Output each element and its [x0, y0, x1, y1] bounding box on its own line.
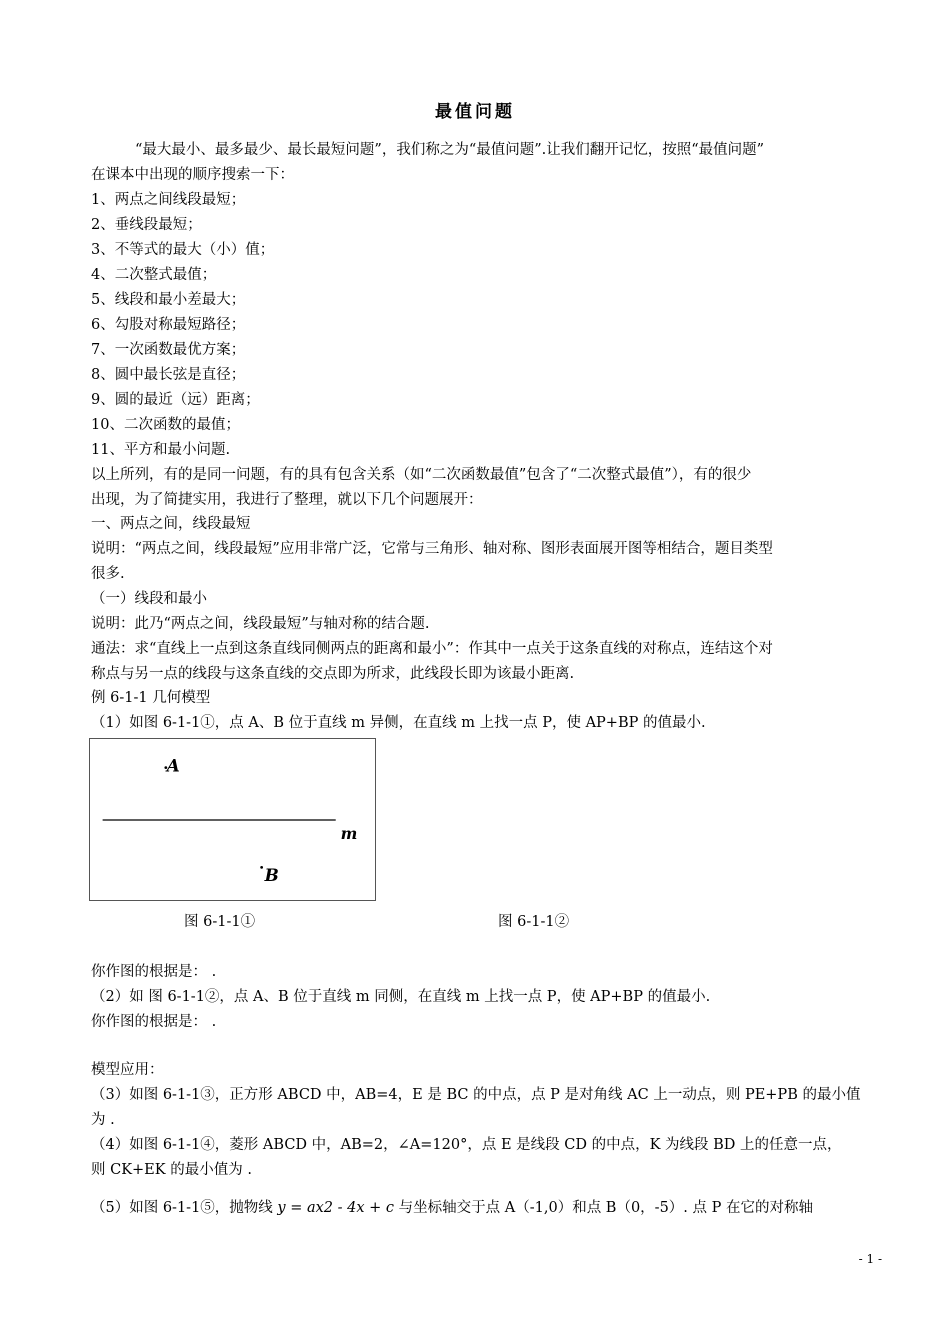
caption-figure-2: 图 6-1-1② [498, 914, 570, 930]
list-item: 2、垂线段最短； [91, 217, 202, 233]
basis-line-1: 你作图的根据是： . [91, 964, 217, 980]
model-heading: 模型应用： [91, 1062, 164, 1078]
point-a-label: A [166, 755, 180, 776]
summary-line-1: 以上所列，有的是同一问题，有的具有包含关系（如“二次函数最值”包含了“二次整式最值”），有的很少 [91, 467, 752, 483]
example-heading: 例 6-1-1 几何模型 [91, 690, 211, 706]
question-5-suffix: 与坐标轴交于点 A（-1,0）和点 B（0，-5）. 点 P 在它的对称轴 [394, 1200, 814, 1216]
question-4-line-2: 则 CK+EK 的最小值为 . [91, 1162, 252, 1178]
question-5 [91, 1196, 891, 1221]
question-5-prefix: （5）如图 6-1-1⑤，抛物线 [91, 1200, 278, 1216]
question-4-line-1: （4）如图 6-1-1④，菱形 ABCD 中，AB=2，∠A=120°，点 E 是线段 CD 的中点，K 为线段 BD 上的任意一点， [91, 1137, 842, 1153]
list-item: 10、二次函数的最值； [91, 417, 240, 433]
question-1: （1）如图 6-1-1①，点 A、B 位于直线 m 异侧，在直线 m 上找一点 P，使 AP+BP 的值最小. [91, 715, 706, 731]
subsection-heading: （一）线段和最小 [91, 591, 207, 607]
page-title: 最值问题 [435, 102, 515, 122]
figure-6-1-1-1 [89, 738, 376, 901]
method-line-2: 称点与另一点的线段与这条直线的交点即为所求，此线段长即为该最小距离. [91, 666, 575, 682]
question-3-line-2: 为 . [91, 1112, 115, 1128]
question-3-line-1: （3）如图 6-1-1③，正方形 ABCD 中，AB=4，E 是 BC 的中点，点 P 是对角线 AC 上一动点，则 PE+PB 的最小值 [91, 1087, 861, 1103]
list-item: 11、平方和最小问题. [91, 442, 231, 458]
intro-line-2: 在课本中出现的顺序搜索一下： [91, 167, 294, 183]
summary-line-2: 出现，为了简捷实用，我进行了整理，就以下几个问题展开： [91, 492, 483, 508]
list-item: 7、一次函数最优方案； [91, 342, 246, 358]
list-item: 5、线段和最小差最大； [91, 292, 246, 308]
list-item: 4、二次整式最值； [91, 267, 217, 283]
line-m-label: m [340, 823, 358, 843]
subsection-desc: 说明：此乃“两点之间，线段最短”与轴对称的结合题. [91, 616, 430, 632]
list-item: 6、勾股对称最短路径； [91, 317, 246, 333]
point-b-label: B [264, 865, 279, 886]
caption-figure-1: 图 6-1-1① [184, 914, 256, 930]
question-2: （2）如 图 6-1-1②，点 A、B 位于直线 m 同侧，在直线 m 上找一点 P，使 AP+BP 的值最小. [91, 989, 711, 1005]
method-line-1: 通法：求“直线上一点到这条直线同侧两点的距离和最小”：作其中一点关于这条直线的对称点，连结这个对 [91, 641, 773, 657]
section-desc-2: 很多. [91, 566, 125, 582]
section-desc-1: 说明：“两点之间，线段最短”应用非常广泛，它常与三角形、轴对称、图形表面展开图等相结合，题目类型 [91, 541, 773, 557]
list-item: 8、圆中最长弦是直径； [91, 367, 246, 383]
list-item: 1、两点之间线段最短； [91, 192, 246, 208]
page-number: - 1 - [858, 1252, 882, 1266]
section-heading: 一、两点之间，线段最短 [91, 516, 251, 532]
point-b-dot [260, 866, 263, 869]
basis-line-2: 你作图的根据是： . [91, 1014, 217, 1030]
list-item: 9、圆的最近（远）距离； [91, 392, 260, 408]
intro-line-1: “最大最小、最多最少、最长最短问题”，我们称之为“最值问题”.让我们翻开记忆，按照“最值问题” [135, 142, 765, 158]
parabola-formula: y = ax2 - 4x + c [277, 1200, 395, 1216]
list-item: 3、不等式的最大（小）值； [91, 242, 275, 258]
